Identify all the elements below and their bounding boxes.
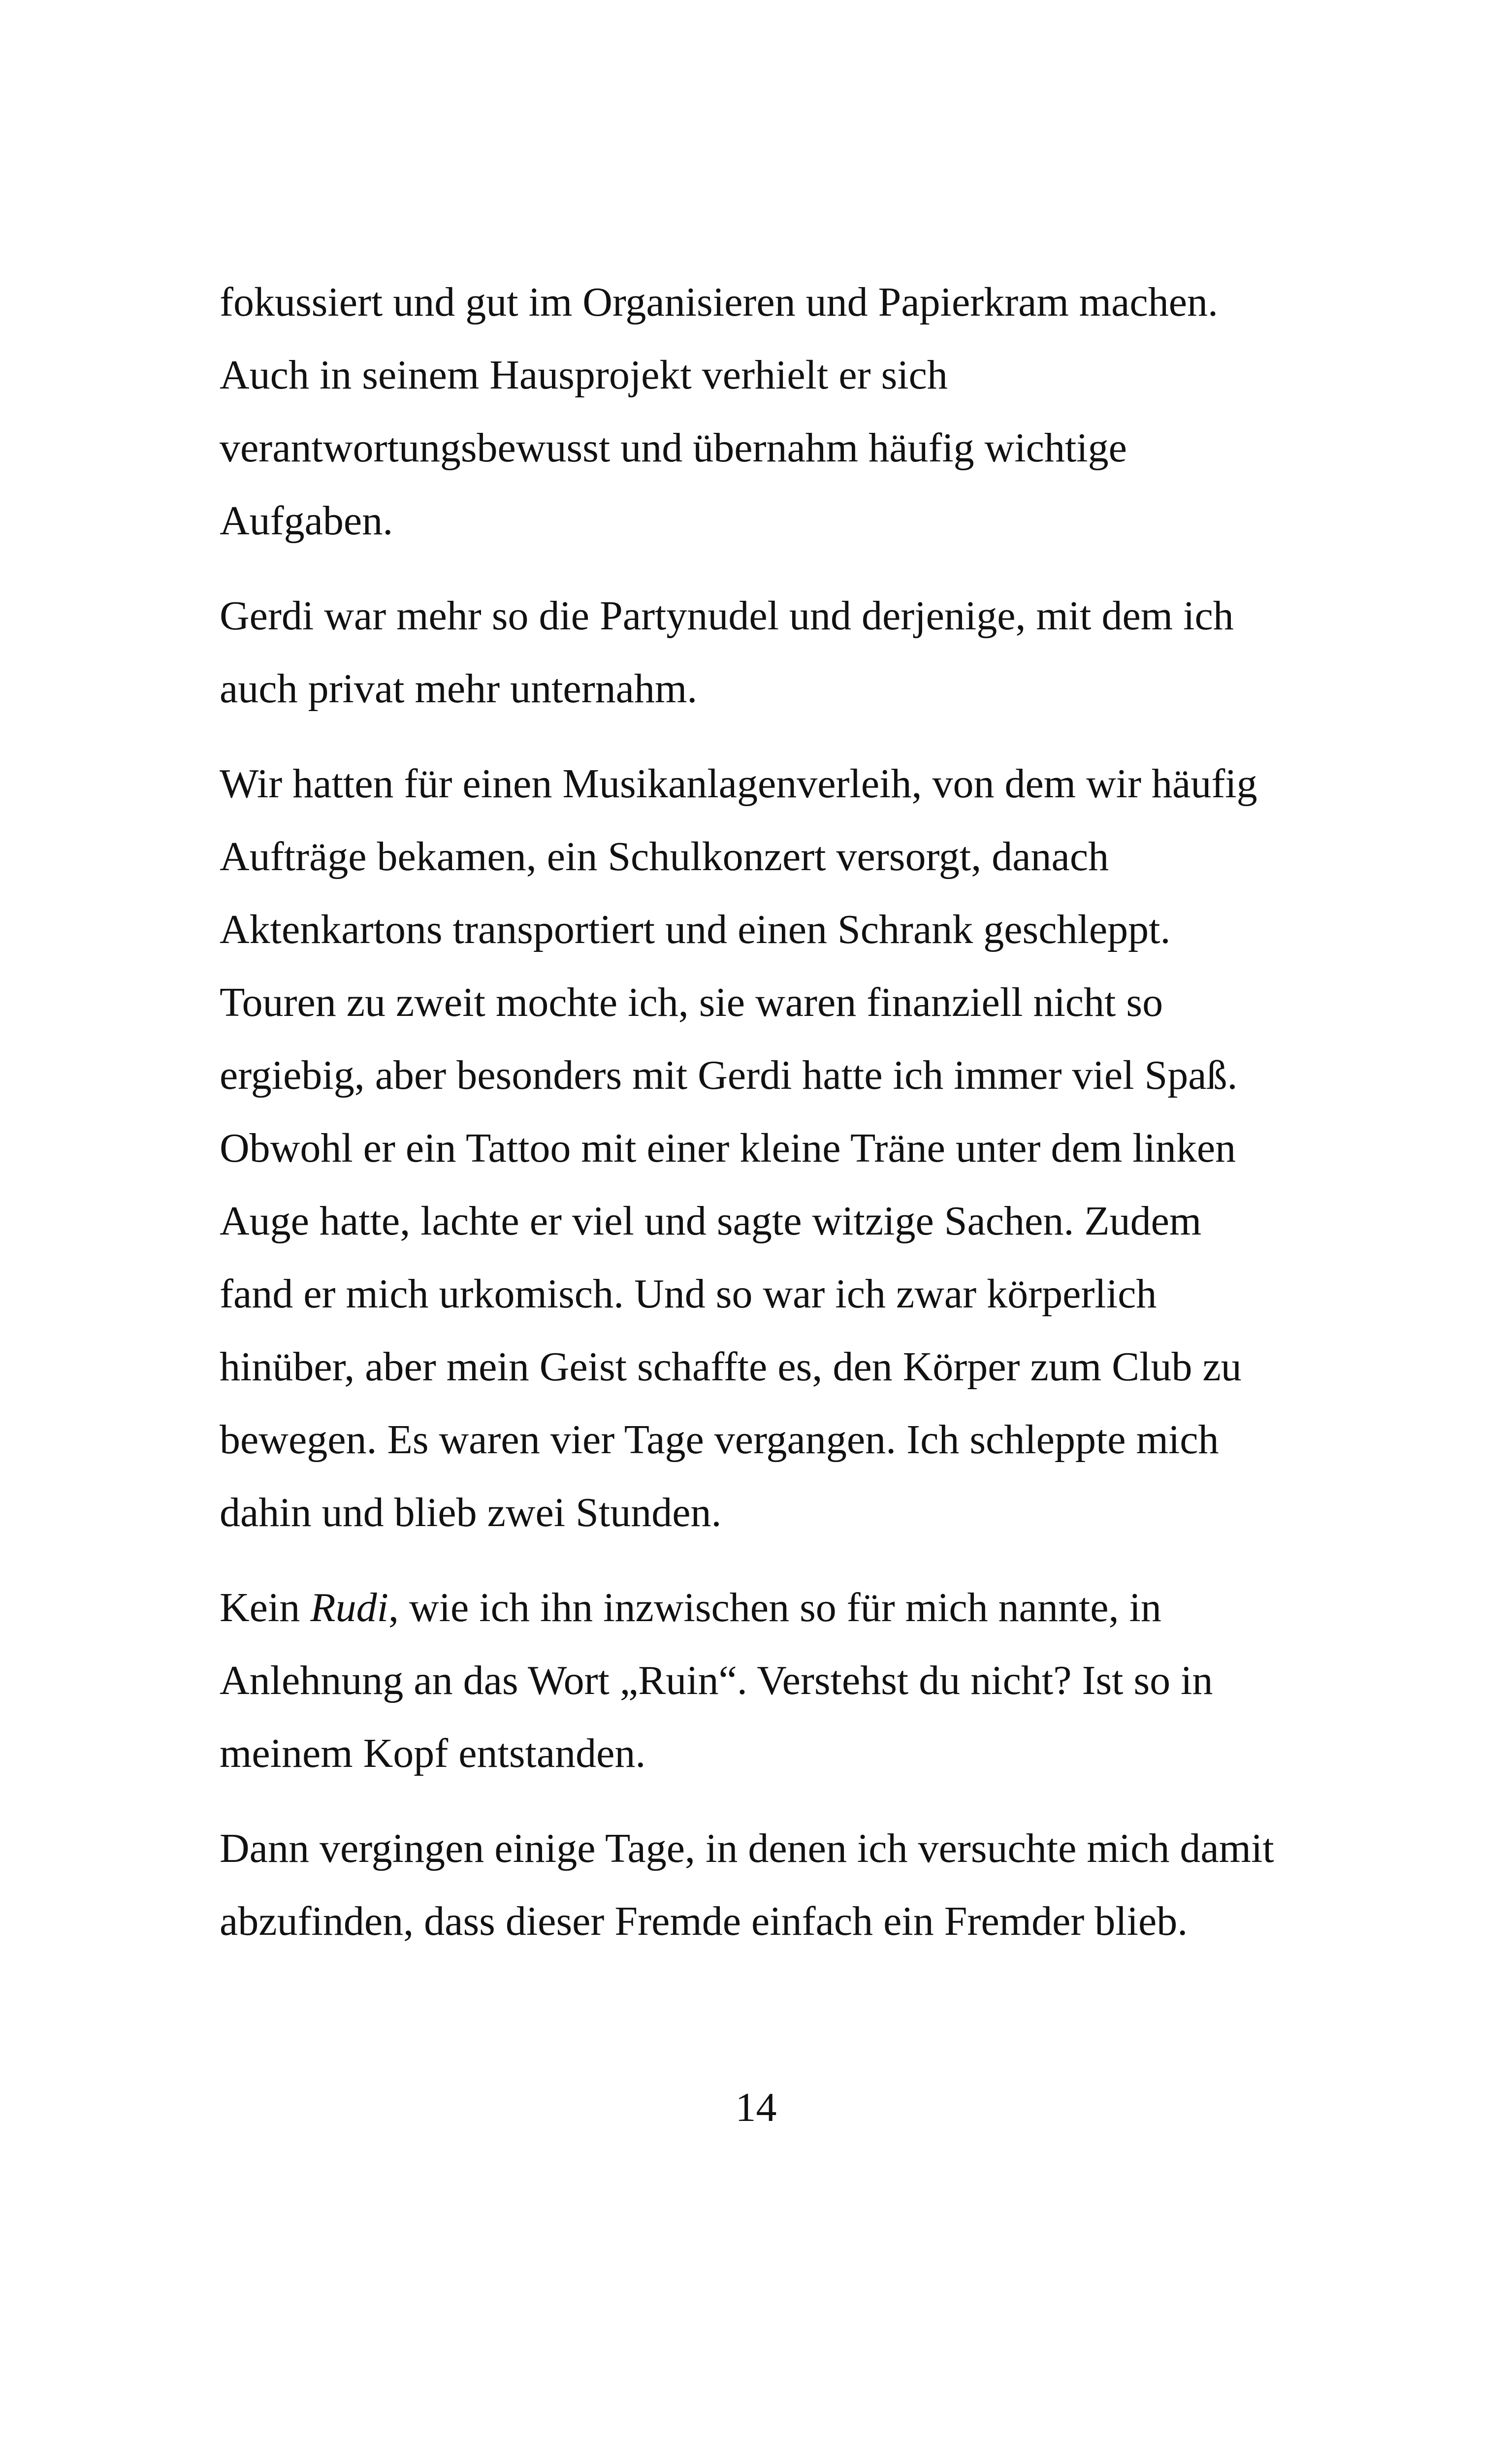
text-line: Auch in seinem Hausprojekt verhielt er sich — [220, 352, 948, 398]
text-run: Kein — [220, 1585, 311, 1630]
text-line: Gerdi war mehr so die Partynudel und derjenige, mit dem ich — [220, 593, 1234, 639]
text-run: , wie ich ihn inzwischen so für mich nannte, in — [388, 1585, 1161, 1630]
text-line: hinüber, aber mein Geist schaffte es, den Körper zum Club zu — [220, 1344, 1242, 1390]
text-line: Aufträge bekamen, ein Schulkonzert versorgt, danach — [220, 834, 1109, 879]
text-line: dahin und blieb zwei Stunden. — [220, 1490, 722, 1535]
text-line: Anlehnung an das Wort „Ruin“. Verstehst du nicht? Ist so in — [220, 1658, 1213, 1703]
paragraph-4 — [220, 1571, 1362, 1790]
text-line: fokussiert und gut im Organisieren und Papierkram machen. — [220, 279, 1218, 325]
paragraph-3 — [220, 748, 1362, 1549]
text-line: auch privat mehr unternahm. — [220, 666, 698, 712]
text-line: ergiebig, aber besonders mit Gerdi hatte ich immer viel Spaß. — [220, 1052, 1238, 1098]
text-line: Touren zu zweit mochte ich, sie waren finanziell nicht so — [220, 979, 1163, 1025]
text-line: verantwortungsbewusst und übernahm häufig wichtige — [220, 425, 1127, 471]
text-line: Obwohl er ein Tattoo mit einer kleine Träne unter dem linken — [220, 1125, 1236, 1171]
text-line: Auge hatte, lachte er viel und sagte witzige Sachen. Zudem — [220, 1198, 1202, 1244]
text-line: abzufinden, dass dieser Fremde einfach ein Fremder blieb. — [220, 1898, 1188, 1944]
paragraph-1 — [220, 266, 1362, 557]
text-line: fand er mich urkomisch. Und so war ich zwar körperlich — [220, 1271, 1157, 1317]
page-number: 14 — [735, 2085, 777, 2130]
text-line: meinem Kopf entstanden. — [220, 1730, 646, 1776]
text-line: Dann vergingen einige Tage, in denen ich versuchte mich damit — [220, 1825, 1274, 1871]
italic-name: Rudi — [310, 1585, 388, 1630]
text-line: Aktenkartons transportiert und einen Schrank geschleppt. — [220, 907, 1171, 952]
paragraph-5 — [220, 1812, 1362, 1958]
text-line: bewegen. Es waren vier Tage vergangen. Ich schleppte mich — [220, 1417, 1219, 1463]
text-line: Wir hatten für einen Musikanlagenverleih, von dem wir häufig — [220, 761, 1257, 807]
paragraph-2 — [220, 580, 1362, 725]
body-text — [220, 266, 1362, 1980]
text-line-with-italic — [220, 1571, 1362, 1644]
text-line: Aufgaben. — [220, 498, 393, 544]
